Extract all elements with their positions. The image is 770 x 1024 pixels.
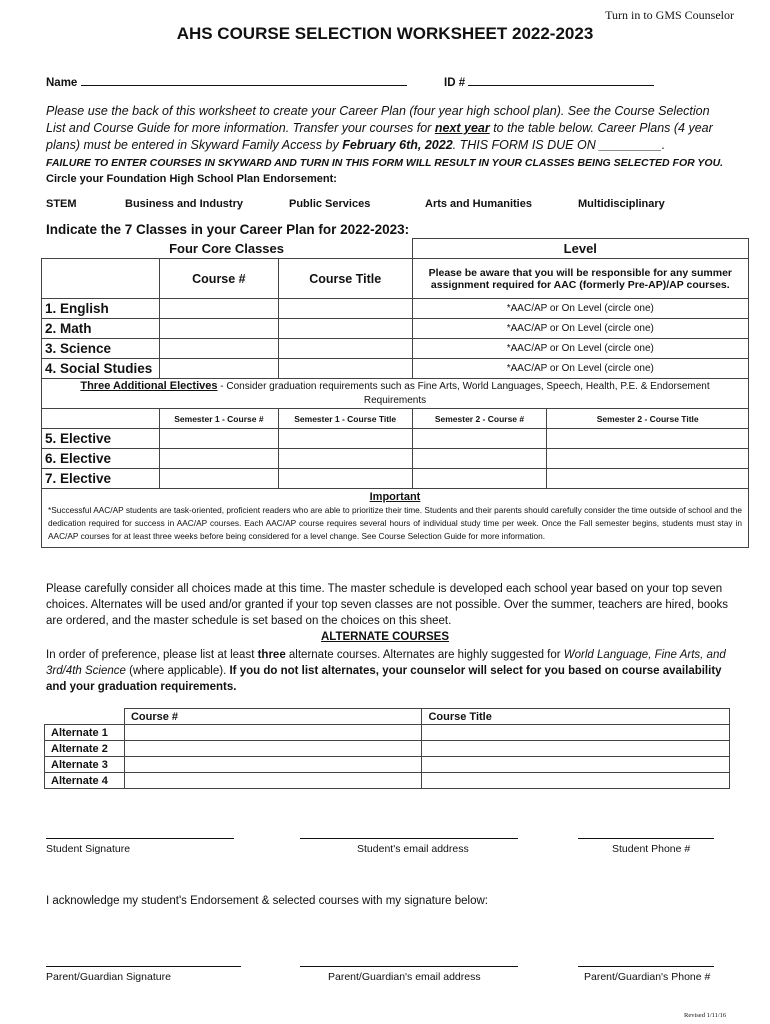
- endorsement-multidisciplinary[interactable]: Multidisciplinary: [578, 198, 665, 210]
- parent-signature-line[interactable]: [46, 966, 241, 967]
- important-box: [42, 489, 749, 548]
- endorsement-business[interactable]: Business and Industry: [125, 198, 243, 210]
- alternate-1-label: Alternate 1: [45, 725, 125, 741]
- parent-phone-label: Parent/Guardian's Phone #: [584, 971, 711, 983]
- e5-sem2-num[interactable]: [412, 429, 547, 449]
- alternate-3-label: Alternate 3: [45, 757, 125, 773]
- row-english: 1. English: [42, 299, 160, 319]
- next-year-text: next year: [434, 121, 490, 135]
- name-field: [46, 74, 407, 89]
- id-field: [444, 74, 654, 89]
- student-email-line[interactable]: [300, 838, 518, 839]
- parent-phone-line[interactable]: [578, 966, 714, 967]
- alternates-instructions: In order of preference, please list at least three alternate courses. Alternates are highly suggested for World Language, Fine Arts, and 3rd/4th Science (where applicable). If you do not list alternates, your counselor will select for you based on course availability and your graduation requirements.: [46, 649, 726, 693]
- circle-endorsement-label: Circle your Foundation High School Plan Endorsement:: [46, 173, 337, 185]
- english-level[interactable]: *AAC/AP or On Level (circle one): [412, 299, 748, 319]
- alt2-course-title[interactable]: [422, 741, 730, 757]
- e5-sem2-title[interactable]: [547, 429, 749, 449]
- student-phone-label: Student Phone #: [612, 843, 691, 855]
- important-text: *Successful AAC/AP students are task-oriented, proficient readers who are able to prioritize their time. Students and their parents should carefully consider the time outside of school and the dedication required for success in AAC/AP courses. Each AAC/AP course requires several hours of individual study time per week. Once the Fall semester begins, students must stay in AAC/AP courses for at least three weeks before being considered for a level change. See Course Selection Guide for more information.: [48, 505, 742, 541]
- sem1-course-title-header: Semester 1 - Course Title: [278, 409, 412, 429]
- important-heading: Important: [369, 491, 421, 503]
- acknowledge-text: I acknowledge my student's Endorsement & selected courses with my signature below:: [46, 895, 488, 907]
- revised-note: Revised 1/11/16: [684, 1012, 727, 1019]
- math-level[interactable]: *AAC/AP or On Level (circle one): [412, 319, 748, 339]
- alt4-course-num[interactable]: [124, 773, 422, 789]
- e6-sem2-title[interactable]: [547, 449, 749, 469]
- alt1-course-title[interactable]: [422, 725, 730, 741]
- row-elective-5: 5. Elective: [42, 429, 160, 449]
- e6-sem1-title[interactable]: [278, 449, 412, 469]
- e7-sem1-num[interactable]: [159, 469, 278, 489]
- science-course-title[interactable]: [278, 339, 412, 359]
- parent-email-line[interactable]: [300, 966, 518, 967]
- alt-course-title-header: Course Title: [422, 709, 730, 725]
- math-course-title[interactable]: [278, 319, 412, 339]
- sem2-course-num-header: Semester 2 - Course #: [412, 409, 547, 429]
- id-line[interactable]: [468, 74, 654, 86]
- alternates-warning: If you do not list alternates, your counselor will select for you based on course availability and your graduation requirements.: [46, 665, 722, 693]
- instructions: Please use the back of this worksheet to create your Career Plan (four year high school plan). See the Course Selection List and Course Guide for more information. Transfer your courses for next year to the table below. Career Plans (4 year plans) must be entered in Skyward Family Access by February 6th, 2022. THIS FORM IS DUE ON _________.: [46, 104, 713, 152]
- math-course-num[interactable]: [159, 319, 278, 339]
- id-label: ID #: [444, 77, 466, 89]
- row-elective-7: 7. Elective: [42, 469, 160, 489]
- endorsement-arts[interactable]: Arts and Humanities: [425, 198, 532, 210]
- endorsement-public-services[interactable]: Public Services: [289, 198, 371, 210]
- social-level[interactable]: *AAC/AP or On Level (circle one): [412, 359, 748, 379]
- four-core-header: Four Core Classes: [42, 239, 413, 259]
- e7-sem2-title[interactable]: [547, 469, 749, 489]
- parent-email-label: Parent/Guardian's email address: [328, 971, 481, 983]
- warning-text: FAILURE TO ENTER COURSES IN SKYWARD AND TURN IN THIS FORM WILL RESULT IN YOUR CLASSES BEING SELECTED FOR YOU.: [46, 157, 724, 169]
- social-course-title[interactable]: [278, 359, 412, 379]
- alternate-courses-heading: ALTERNATE COURSES: [321, 631, 449, 643]
- parent-signature-label: Parent/Guardian Signature: [46, 971, 171, 983]
- e5-sem1-num[interactable]: [159, 429, 278, 449]
- alt1-course-num[interactable]: [124, 725, 422, 741]
- consider-paragraph: Please carefully consider all choices made at this time. The master schedule is developed each school year based on your top seven choices. Alternates will be used and/or granted if your top seven classes are not possible. Over the summer, teachers are hired, books are ordered, and the master schedule is set based on the choices on this sheet.: [46, 583, 729, 627]
- student-signature-label: Student Signature: [46, 843, 131, 855]
- alternates-table: [44, 708, 730, 789]
- e7-sem2-num[interactable]: [412, 469, 547, 489]
- e6-sem2-num[interactable]: [412, 449, 547, 469]
- indicate-heading: Indicate the 7 Classes in your Career Plan for 2022-2023:: [46, 222, 410, 237]
- alt2-course-num[interactable]: [124, 741, 422, 757]
- alt3-course-num[interactable]: [124, 757, 422, 773]
- science-course-num[interactable]: [159, 339, 278, 359]
- alternate-4-label: Alternate 4: [45, 773, 125, 789]
- sem1-course-num-header: Semester 1 - Course #: [159, 409, 278, 429]
- e5-sem1-title[interactable]: [278, 429, 412, 449]
- electives-header: Three Additional Electives - Consider graduation requirements such as Fine Arts, World Languages, Speech, Health, P.E. & Endorsement Requirements: [42, 379, 749, 409]
- course-num-header: Course #: [159, 259, 278, 299]
- row-social-studies: 4. Social Studies: [42, 359, 160, 379]
- row-math: 2. Math: [42, 319, 160, 339]
- alt3-course-title[interactable]: [422, 757, 730, 773]
- english-course-title[interactable]: [278, 299, 412, 319]
- course-title-header: Course Title: [278, 259, 412, 299]
- row-science: 3. Science: [42, 339, 160, 359]
- english-course-num[interactable]: [159, 299, 278, 319]
- student-phone-line[interactable]: [578, 838, 714, 839]
- science-level[interactable]: *AAC/AP or On Level (circle one): [412, 339, 748, 359]
- name-label: Name: [46, 77, 78, 89]
- name-line[interactable]: [81, 74, 407, 86]
- e6-sem1-num[interactable]: [159, 449, 278, 469]
- row-elective-6: 6. Elective: [42, 449, 160, 469]
- social-course-num[interactable]: [159, 359, 278, 379]
- course-table: [41, 238, 749, 548]
- alternate-2-label: Alternate 2: [45, 741, 125, 757]
- student-email-label: Student's email address: [357, 843, 469, 855]
- endorsement-stem[interactable]: STEM: [46, 198, 77, 210]
- turn-in-note: Turn in to GMS Counselor: [605, 8, 734, 22]
- page-title: AHS COURSE SELECTION WORKSHEET 2022-2023: [176, 24, 594, 43]
- suggested-subjects: World Language, Fine Arts, and 3rd/4th Science: [46, 649, 726, 677]
- level-note: Please be aware that you will be responsible for any summer assignment required for AAC (formerly Pre-AP)/AP courses.: [412, 259, 748, 299]
- level-header: Level: [412, 239, 748, 259]
- deadline-text: February 6th, 2022: [342, 138, 453, 152]
- alt-course-num-header: Course #: [124, 709, 422, 725]
- student-signature-line[interactable]: [46, 838, 234, 839]
- alt4-course-title[interactable]: [422, 773, 730, 789]
- e7-sem1-title[interactable]: [278, 469, 412, 489]
- sem2-course-title-header: Semester 2 - Course Title: [547, 409, 749, 429]
